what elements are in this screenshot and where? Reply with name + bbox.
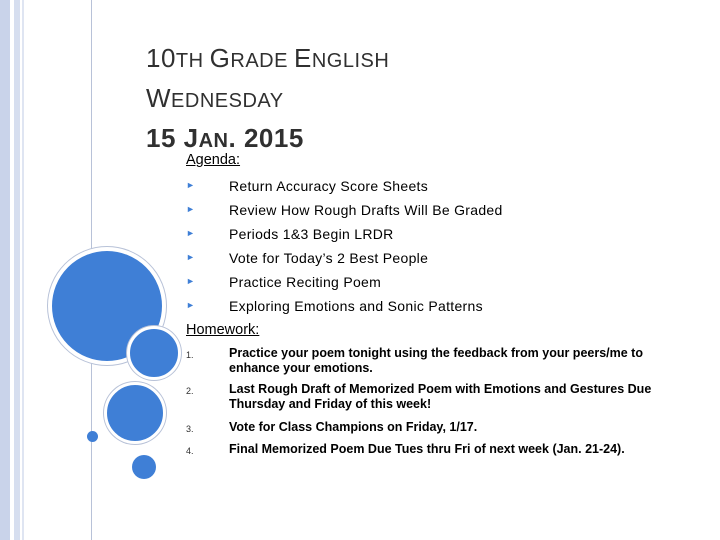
decor-circle-tiny xyxy=(87,431,98,442)
triangle-right-icon: ► xyxy=(186,228,195,238)
homework-number: 3. xyxy=(186,424,194,434)
homework-number: 1. xyxy=(186,350,194,360)
homework-text: Practice your poem tonight using the feedback from your peers/me to enhance your emotions. xyxy=(229,346,643,375)
homework-text: Final Memorized Poem Due Tues thru Fri of next week (Jan. 21-24). xyxy=(229,442,625,456)
triangle-right-icon: ► xyxy=(186,252,195,262)
decor-stripe-mid xyxy=(14,0,20,540)
agenda-item: ► Exploring Emotions and Sonic Patterns xyxy=(186,298,483,314)
agenda-list xyxy=(186,176,686,320)
slide-title xyxy=(146,40,666,160)
agenda-item: ► Review How Rough Drafts Will Be Graded xyxy=(186,202,503,218)
triangle-right-icon: ► xyxy=(186,276,195,286)
agenda-heading: Agenda: xyxy=(186,152,241,168)
homework-number: 2. xyxy=(186,386,194,396)
homework-text: Last Rough Draft of Memorized Poem with Emotions and Gestures Due Thursday and Friday of this week! xyxy=(229,382,652,411)
homework-heading: Homework: xyxy=(186,322,260,338)
decor-circle-dot xyxy=(132,455,156,479)
agenda-item: ► Practice Reciting Poem xyxy=(186,274,382,290)
agenda-item: ► Vote for Today’s 2 Best People xyxy=(186,250,429,266)
agenda-item: ► Periods 1&3 Begin LRDR xyxy=(186,226,394,242)
title-line-2: WEDNESDAY xyxy=(146,83,284,113)
triangle-right-icon: ► xyxy=(186,180,195,190)
title-line-1: 10TH GRADE ENGLISH xyxy=(146,43,390,73)
decor-stripe-wide xyxy=(0,0,10,540)
title-line-3: 15 JAN. 2015 xyxy=(146,123,304,153)
homework-number: 4. xyxy=(186,446,194,456)
decor-circle-medium xyxy=(127,326,181,380)
decor-circle-small xyxy=(104,382,166,444)
homework-text: Vote for Class Champions on Friday, 1/17. xyxy=(229,420,478,434)
triangle-right-icon: ► xyxy=(186,204,195,214)
decor-stripe-thin xyxy=(22,0,24,540)
agenda-item: ► Return Accuracy Score Sheets xyxy=(186,178,429,194)
triangle-right-icon: ► xyxy=(186,300,195,310)
